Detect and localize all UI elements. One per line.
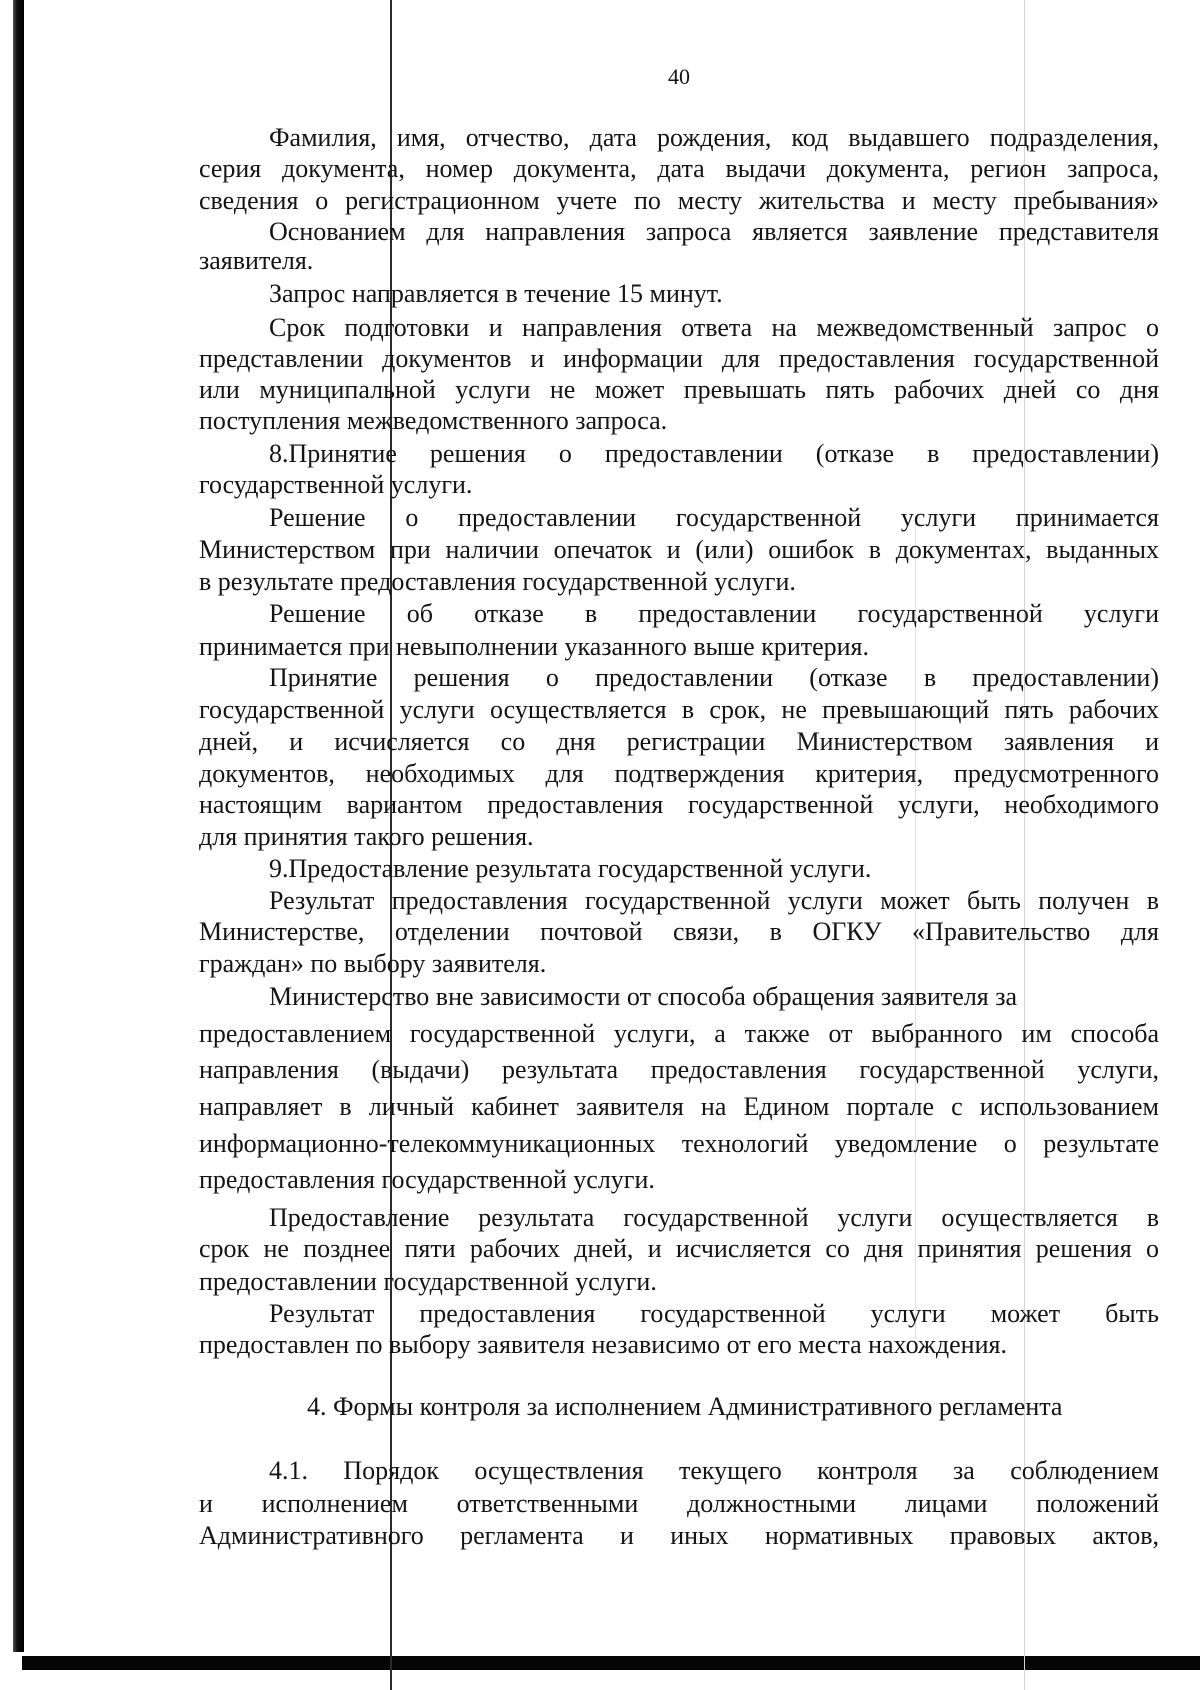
text-line: срок не позднее пяти рабочих дней, и исчисляется со дня принятия решения о xyxy=(199,1234,1159,1263)
text-line: Принятие решения о предоставлении (отказе в предоставлении) xyxy=(269,663,1159,692)
text-line: в результате предоставления государственной услуги. xyxy=(199,567,796,596)
text-line: 4.1. Порядок осуществления текущего контроля за соблюдением xyxy=(269,1456,1159,1485)
text-line: направляет в личный кабинет заявителя на Едином портале с использованием xyxy=(199,1092,1159,1121)
text-line: предоставления государственной услуги. xyxy=(199,1165,655,1194)
text-line: документов, необходимых для подтверждения критерия, предусмотренного xyxy=(199,759,1159,788)
scan-border-left xyxy=(13,0,24,1652)
text-line: Министерством при наличии опечаток и (или) ошибок в документах, выданных xyxy=(199,535,1159,564)
text-line: Фамилия, имя, отчество, дата рождения, код выдавшего подразделения, xyxy=(269,123,1159,152)
text-line: и исполнением ответственными должностными лицами положений xyxy=(199,1489,1159,1518)
text-line: направления (выдачи) результата предоставления государственной услуги, xyxy=(199,1055,1159,1084)
text-line: государственной услуги осуществляется в срок, не превышающий пять рабочих xyxy=(199,695,1159,724)
text-line: Основанием для направления запроса является заявление представителя xyxy=(269,217,1159,246)
text-line: Решение об отказе в предоставлении государственной услуги xyxy=(269,599,1159,628)
section-heading: 4. Формы контроля за исполнением Административного регламента xyxy=(307,1392,1063,1421)
text-line: сведения о регистрационном учете по месту жительства и месту пребывания» xyxy=(199,186,1159,215)
text-line: Результат предоставления государственной услуги может быть получен в xyxy=(269,886,1159,915)
text-line: представлении документов и информации для предоставления государственной xyxy=(199,344,1159,373)
text-line: Административного регламента и иных нормативных правовых актов, xyxy=(199,1521,1159,1550)
text-line: Решение о предоставлении государственной услуги принимается xyxy=(269,503,1159,532)
text-line: Министерстве, отделении почтовой связи, в ОГКУ «Правительство для xyxy=(199,917,1159,946)
text-line: серия документа, номер документа, дата выдачи документа, регион запроса, xyxy=(199,154,1159,183)
text-line: или муниципальной услуги не может превышать пять рабочих дней со дня xyxy=(199,375,1159,404)
text-line: предоставлением государственной услуги, а также от выбранного им способа xyxy=(199,1019,1159,1048)
text-line: Запрос направляется в течение 15 минут. xyxy=(269,279,723,308)
text-line: граждан» по выбору заявителя. xyxy=(199,949,547,978)
text-line: дней, и исчисляется со дня регистрации Министерством заявления и xyxy=(199,727,1159,756)
text-line: поступления межведомственного запроса. xyxy=(199,406,668,435)
page-number: 40 xyxy=(668,64,690,89)
text-line: для принятия такого решения. xyxy=(199,822,534,851)
text-line: 8.Принятие решения о предоставлении (отказе в предоставлении) xyxy=(269,439,1159,468)
text-line: государственной услуги. xyxy=(199,470,473,499)
text-line: информационно-телекоммуникационных технологий уведомление о результате xyxy=(199,1129,1159,1158)
text-line: настоящим вариантом предоставления государственной услуги, необходимого xyxy=(199,790,1159,819)
text-line: заявителя. xyxy=(199,246,314,275)
text-line: 9.Предоставление результата государственной услуги. xyxy=(269,854,872,883)
text-line: принимается при невыполнении указанного выше критерия. xyxy=(199,632,870,661)
text-line: предоставлен по выбору заявителя независимо от его места нахождения. xyxy=(199,1330,1007,1359)
text-line: Результат предоставления государственной услуги может быть xyxy=(269,1299,1159,1328)
text-line: предоставлении государственной услуги. xyxy=(199,1267,657,1296)
text-line: Предоставление результата государственной услуги осуществляется в xyxy=(269,1203,1159,1232)
text-line: Срок подготовки и направления ответа на межведомственный запрос о xyxy=(269,313,1159,342)
text-line: Министерство вне зависимости от способа обращения заявителя за xyxy=(269,982,1018,1011)
